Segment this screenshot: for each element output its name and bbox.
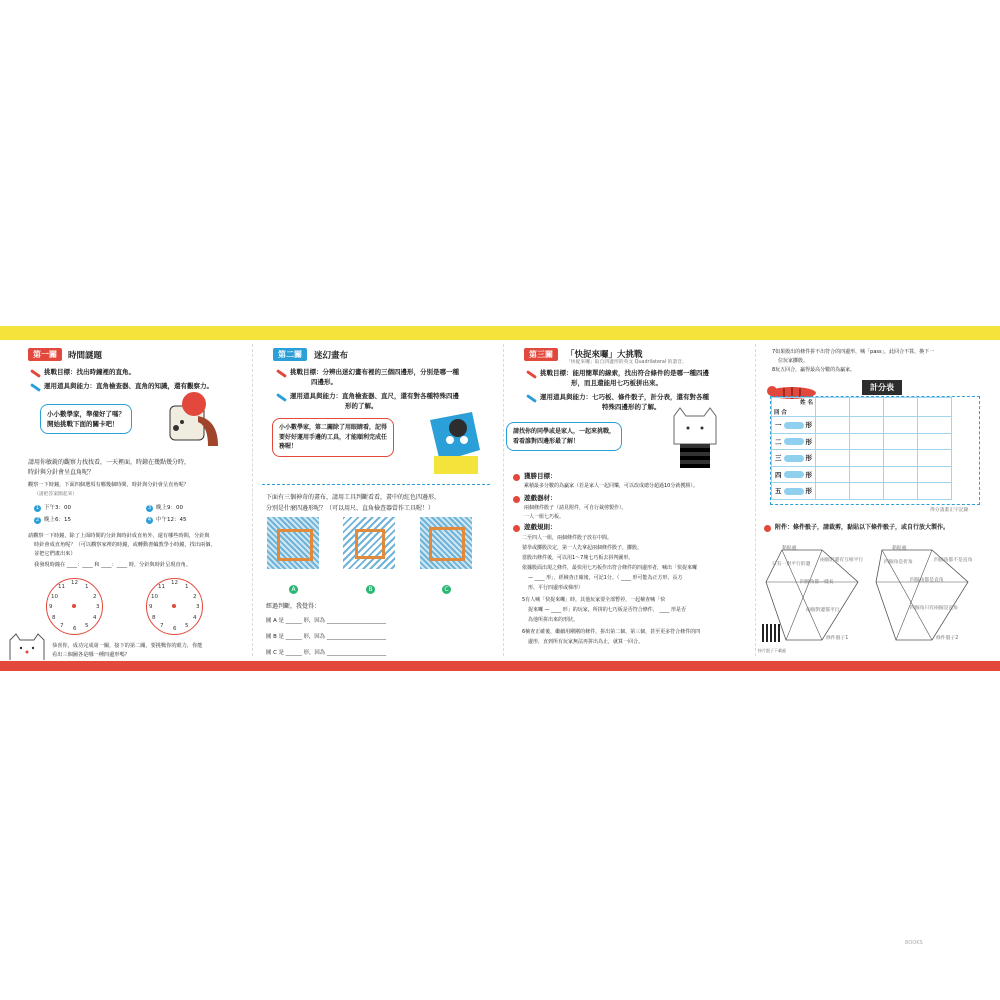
pencil-icon — [276, 369, 287, 378]
clock-number: 12 — [71, 580, 78, 586]
header-corner — [772, 398, 816, 417]
option-text[interactable]: 下午3：00 — [44, 505, 71, 511]
table-note: 得分請畫正字記錄 — [930, 508, 969, 513]
goal-text: 四邊形。 — [311, 378, 337, 386]
rule-text: 為他所拼出來的形狀。 — [528, 617, 579, 623]
clock-center — [172, 604, 176, 608]
score-cell[interactable] — [918, 466, 952, 483]
score-cell[interactable] — [918, 433, 952, 450]
clock-number: 6 — [173, 626, 177, 632]
rule-text: 形、平行四邊形或梯形） — [528, 585, 584, 591]
player-name-cell[interactable] — [884, 398, 918, 417]
option-text[interactable]: 晚上9：00 — [156, 505, 183, 511]
bubble-line: 看看誰對四邊形最了解！ — [513, 437, 580, 445]
red-quadrilateral — [355, 529, 385, 559]
level-title: 迷幻畫布 — [314, 351, 349, 361]
rule-text: 6檢查正確後，繼續用剛剛的條件，拼出第二個、第三個，甚至更多符合條件的四 — [522, 629, 701, 635]
section-bullet — [513, 525, 520, 532]
pencil-icon — [526, 370, 537, 379]
die-face: 四個角都是直角 — [910, 578, 944, 583]
clock-number: 5 — [85, 623, 89, 629]
score-cell[interactable] — [850, 450, 884, 467]
player-name-cell[interactable] — [850, 398, 884, 417]
question-2: 時針會成直角呢？（可以觀察家裡的時鐘，或轉動書輪教學小時鐘，找出兩個， — [34, 542, 216, 548]
section-text: 兩個條件骰子（請見附件，可自行裁剪製作）。 — [524, 505, 627, 511]
rule-text: 7如果骰出的條件拼不出符合的四邊形，喊「pass」，此回合不算，換下一 — [772, 349, 935, 355]
die-face: 四個角只有兩個是直角 — [910, 606, 958, 611]
glue-label: 黏貼處 — [782, 546, 797, 551]
option-number: 3 — [147, 505, 152, 511]
cat-illustration — [666, 404, 726, 470]
question-2: 請觀察一下時鐘，除了上面時間的分針與時針成直角外，還有哪些時間，分針與 — [28, 533, 210, 539]
section-title: 遊戲規則： — [524, 523, 557, 531]
rule-text: 猜拳或擲骰決定，第一人先拿起兩個條件骰子，擲骰。 — [522, 545, 643, 551]
tools-text: 運用道具與能力：直角檢查器、直角的知識，還有觀察力。 — [44, 382, 213, 390]
score-cell[interactable] — [884, 483, 918, 500]
option-text[interactable]: 晚上6：15 — [44, 517, 71, 523]
answer-line-c[interactable]: 圖 C 是 ______ 形，因為 ______________________ — [266, 650, 387, 656]
section-bullet — [513, 474, 520, 481]
question-1-hint: （請把答案圈起來） — [34, 492, 78, 497]
question-2: 並把它們畫出來） — [34, 551, 76, 557]
round-label: 三 形 — [772, 450, 816, 467]
score-cell[interactable] — [918, 450, 952, 467]
score-cell[interactable] — [884, 450, 918, 467]
option-number: 4 — [147, 517, 152, 523]
header-name: 姓 名 — [800, 400, 813, 406]
score-cell[interactable] — [850, 417, 884, 434]
die-face: 四個角是折角 — [884, 560, 913, 565]
top-yellow-band — [0, 326, 1000, 340]
die-face: 四個角都不是直角 — [934, 558, 973, 563]
robot-dog-illustration — [420, 410, 492, 476]
score-cell[interactable] — [816, 417, 850, 434]
score-cell[interactable] — [816, 466, 850, 483]
clock-number: 11 — [158, 584, 165, 590]
outro-text: 恭喜你，成功完成第一關，接下的第二關，要挑戰你的眼力，你能 — [52, 643, 203, 649]
die-label: 條件骰子2 — [936, 636, 959, 641]
clock-center — [72, 604, 76, 608]
clock-number: 3 — [96, 604, 100, 610]
score-table — [770, 396, 980, 505]
clock-number: 8 — [152, 615, 156, 621]
option-text[interactable]: 中午12：45 — [156, 517, 187, 523]
rule-text: 位玩家擲骰。 — [778, 358, 809, 364]
red-quadrilateral — [429, 527, 465, 561]
pencil-icon — [30, 383, 41, 392]
option-number: 2 — [35, 517, 40, 523]
artwork-label: A — [289, 585, 298, 594]
qr-caption: 按片骰子下載處 — [758, 648, 786, 653]
score-cell[interactable] — [918, 483, 952, 500]
speech-bubble — [40, 404, 132, 434]
clock-number: 10 — [51, 594, 58, 600]
bubble-line: 要好好運用手邊的工具，才能順利完成任 — [279, 433, 388, 441]
artwork-c — [420, 517, 472, 569]
tools-text: 運用道具與能力：七巧板、條件骰子，計分表，還有對各種 — [540, 393, 709, 401]
answer-line-b[interactable]: 圖 B 是 ______ 形，因為 ______________________ — [266, 634, 387, 640]
publisher-watermark: BOOKS — [905, 940, 923, 946]
cat-illustration — [6, 632, 50, 662]
intro-text: 分別是什麼四邊形呢？（可以用尺、直角檢查器當作工具喔！） — [266, 505, 435, 512]
clock-number: 5 — [185, 623, 189, 629]
tools-text: 運用道具與能力：直角檢查器、直尺，還有對各種特殊四邊 — [290, 392, 459, 400]
clock-number: 2 — [193, 594, 197, 600]
bubble-line: 小小數學家，準備好了嗎？ — [47, 410, 125, 418]
level-title: 「快捉來囉」大挑戰 — [566, 350, 643, 360]
die-face: 只有一對平行的邊 — [772, 562, 811, 567]
bubble-line: 請找你的同學或是家人，一起來挑戰， — [513, 428, 616, 435]
artwork-label: B — [366, 585, 375, 594]
die-face: 兩個對邊都平行 — [806, 608, 840, 613]
rule-text: 捉來囉 — ____ 形」的玩家，所拼的七巧板是否符合條件， ____ 形是否 — [528, 607, 686, 613]
outro-text: 看出三個圖各是哪一種四邊形嗎？ — [52, 652, 130, 658]
score-cell[interactable] — [816, 433, 850, 450]
intro-text: 請用你敏銳的觀察力找找看，一天裡面，時鐘在幾點幾分時， — [28, 459, 191, 466]
rule-text: 邊形，直到所有玩家無法再拼出為止，就算一回合。 — [528, 639, 644, 645]
rule-text: 8玩五回合，贏得最高分數的為贏家。 — [772, 367, 856, 373]
clock-number: 2 — [93, 594, 97, 600]
clock-number: 8 — [52, 615, 56, 621]
goal-text: 挑戰目標：找出時鐘裡的直角。 — [44, 368, 135, 376]
level-title: 時間謎題 — [68, 351, 103, 361]
score-cell[interactable] — [884, 433, 918, 450]
clock-face — [146, 578, 203, 635]
rule-text: 二至四人一組，兩個條件骰子放在中間。 — [522, 535, 613, 541]
option-number: 1 — [35, 505, 40, 511]
section-title: 獲勝目標： — [524, 472, 557, 480]
clock-number: 11 — [58, 584, 65, 590]
pencil-icon — [526, 394, 537, 403]
pencil-icon — [276, 393, 287, 402]
goal-text: 挑戰目標：分辨出迷幻畫布裡的三個四邊形，分別是哪一種 — [290, 368, 459, 376]
section-bullet — [513, 496, 520, 503]
round-label: 四 形 — [772, 466, 816, 483]
intro-text: 下面有三個神奇的畫布，請用工具判斷看看，畫中的紅色四邊形， — [266, 494, 441, 501]
section-divider — [262, 484, 490, 485]
level-tag: 第二關 — [273, 348, 307, 361]
clock-number: 7 — [60, 623, 64, 629]
score-cell[interactable] — [850, 483, 884, 500]
bottom-red-band — [0, 661, 1000, 671]
level-tag: 第一關 — [28, 348, 62, 361]
score-cell[interactable] — [850, 466, 884, 483]
question-1: 觀察一下時鐘，下面四個選項有哪幾個時間，時針與分針會呈直角呢？ — [28, 482, 189, 488]
score-cell[interactable] — [816, 450, 850, 467]
clock-number: 9 — [149, 604, 153, 610]
round-label: 五 形 — [772, 483, 816, 500]
pencil-icon — [30, 369, 41, 378]
clock-number: 4 — [193, 615, 197, 621]
round-label: 一 形 — [772, 417, 816, 434]
clock-number: 10 — [151, 594, 158, 600]
score-table-title: 計分表 — [862, 380, 902, 395]
panel-divider — [503, 344, 505, 656]
section-text: 累積最多分數的為贏家（若是家人一起同樂，可以改成總分超過10分就獲勝）。 — [524, 483, 698, 489]
attachment-bullet — [764, 525, 771, 532]
speech-bubble — [506, 422, 622, 451]
clock-number: 6 — [73, 626, 77, 632]
panel-divider — [755, 344, 757, 656]
bubble-line: 小小數學家，第二關除了用眼睛看，記得 — [279, 424, 388, 431]
attachment-title: 附件：條件骰子，請裁剪，黏貼以下條件骰子，或自行放大製作。 — [775, 524, 950, 531]
die-face: 四個角都一樣長 — [800, 580, 834, 585]
speech-bubble — [272, 418, 394, 457]
score-cell[interactable] — [884, 466, 918, 483]
clock-number: 4 — [93, 615, 97, 621]
player-name-cell[interactable] — [918, 398, 952, 417]
goal-text: 挑戰目標：能用簡單的線索，找出符合條件的是哪一種四邊 — [540, 369, 709, 377]
rule-text: 當骰出條件後，可以用1～7塊七巧板去拼判圖形。 — [522, 555, 634, 561]
tools-text: 形的了解。 — [345, 402, 378, 410]
artwork-a — [267, 517, 319, 569]
bubble-line: 務喔！ — [279, 443, 298, 450]
answer-line-a[interactable]: 圖 A 是 ______ 形，因為 ______________________ — [266, 618, 387, 624]
bubble-line: 開始挑戰下面的關卡吧！ — [47, 420, 119, 428]
score-cell[interactable] — [850, 433, 884, 450]
clock-number: 1 — [85, 584, 89, 590]
panel-divider — [252, 344, 254, 656]
section-title: 遊戲器材： — [524, 494, 557, 502]
judge-title: 經過判斷，我覺得： — [266, 603, 321, 610]
glue-label: 黏貼處 — [892, 546, 907, 551]
rule-text: — ____ 形」，經檢查正確後，可記1分。（ ____ 形可能為正方形、長方 — [528, 575, 683, 581]
clock-number: 1 — [185, 584, 189, 590]
qr-code[interactable] — [762, 624, 780, 642]
clock-number: 12 — [171, 580, 178, 586]
tools-text: 特殊四邊形的了解。 — [602, 403, 661, 411]
level-tag: 第三關 — [524, 348, 558, 361]
goal-text: 形，而且還能用七巧板拼出來。 — [571, 379, 662, 387]
die-label: 條件骰子1 — [826, 636, 849, 641]
clock-number: 3 — [196, 604, 200, 610]
rule-text: 依據骰面出現之條件，最快用七巧板作出符合條件的四邊形者，喊出「快捉來囉 — [522, 565, 698, 571]
artwork-label: C — [442, 585, 451, 594]
score-cell[interactable] — [884, 417, 918, 434]
header-round: 回 合 — [774, 410, 787, 416]
score-cell[interactable] — [918, 417, 952, 434]
level-subtitle: 「快捉來囉」取自四邊形的英文 Quadrilateral 的諧音。 — [566, 360, 687, 365]
red-quadrilateral — [277, 529, 313, 561]
clock-number: 7 — [160, 623, 164, 629]
rule-text: 5有人喊「快捉來囉」時，其他玩家要全部暫停，一起檢查喊「快 — [522, 597, 666, 603]
round-label: 二 形 — [772, 433, 816, 450]
answer-line: 我發現時鐘在 ____：____ 和 ____：____ 時，分針與時針呈現直角。 — [34, 562, 192, 568]
clock-face — [46, 578, 103, 635]
player-name-cell[interactable] — [816, 398, 850, 417]
clock-number: 9 — [49, 604, 53, 610]
intro-text: 時針與分針會呈直角呢？ — [28, 469, 95, 476]
artwork-b — [343, 517, 395, 569]
score-cell[interactable] — [816, 483, 850, 500]
dog-illustration — [160, 392, 230, 452]
section-text: 一人一組七巧板。 — [524, 514, 565, 520]
die-face: 兩個對邊有互相平行 — [820, 558, 864, 563]
